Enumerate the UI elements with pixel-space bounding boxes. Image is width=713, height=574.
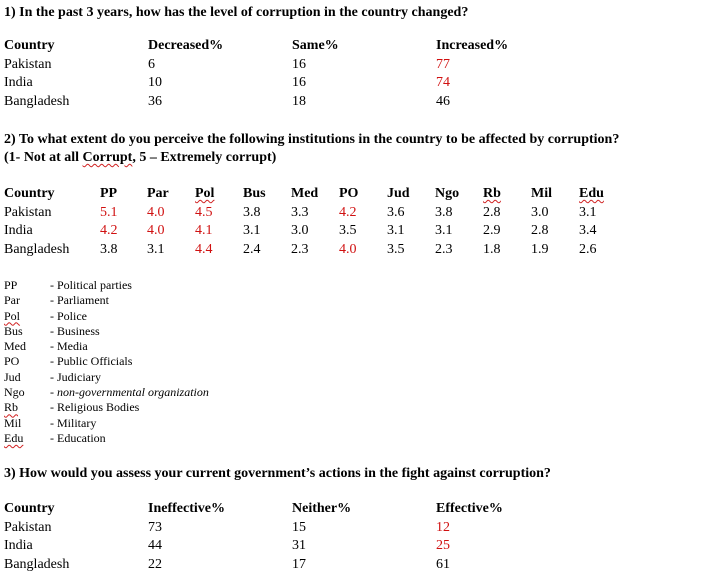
cell-value-highlight: 4.0	[147, 204, 165, 220]
legend-desc: - non-governmental organization	[50, 385, 209, 400]
cell-country: India	[4, 538, 33, 553]
header-country: Country	[4, 186, 55, 201]
cell-value-highlight: 5.1	[100, 204, 118, 220]
header-same: Same%	[292, 38, 339, 53]
cell-value-highlight: 25	[436, 538, 450, 553]
header-pol: Pol	[195, 186, 215, 201]
cell-value: 17	[292, 556, 306, 572]
header-decreased: Decreased%	[148, 38, 224, 53]
legend-abbr: Jud	[4, 369, 21, 384]
legend-desc: - Judiciary	[50, 369, 101, 384]
cell-value: 61	[436, 556, 450, 572]
legend-desc: - Religious Bodies	[50, 400, 140, 415]
legend-abbr: Edu	[4, 430, 24, 445]
legend-desc: - Political parties	[50, 278, 132, 292]
question-2-title: 2) To what extent do you perceive the following institutions in the country to be affected by corruption?	[4, 132, 620, 147]
cell-value: 16	[292, 56, 306, 72]
cell-value: 3.0	[531, 204, 549, 220]
header-mil: Mil	[531, 186, 552, 201]
legend-desc: - Police	[50, 308, 87, 323]
cell-country: Pakistan	[4, 204, 52, 220]
cell-value: 15	[292, 519, 306, 535]
cell-value: 3.5	[387, 241, 405, 257]
cell-country: India	[4, 223, 33, 238]
question-1-title: 1) In the past 3 years, how has the level of corruption in the country changed?	[4, 5, 469, 20]
cell-value: 46	[436, 93, 450, 109]
legend-abbr: Bus	[4, 323, 23, 338]
legend-abbr: Rb	[4, 400, 19, 415]
scale-text-c: , 5 – Extremely corrupt)	[132, 150, 277, 165]
cell-country: Pakistan	[4, 56, 52, 72]
legend-desc: - Military	[50, 415, 97, 430]
question-3-title: 3) How would you assess your current government’s actions in the fight against corruption?	[4, 466, 551, 481]
cell-country: Bangladesh	[4, 93, 70, 109]
scale-text-b: Corrupt	[82, 150, 133, 165]
cell-value-highlight: 4.2	[100, 223, 118, 238]
legend-abbr: Ngo	[4, 385, 25, 400]
cell-country: Bangladesh	[4, 556, 70, 572]
legend-abbr: PO	[4, 354, 20, 369]
header-med: Med	[291, 186, 319, 201]
legend-desc: - Parliament	[50, 293, 109, 308]
header-ngo: Ngo	[435, 186, 460, 201]
cell-value: 3.4	[579, 223, 597, 238]
cell-value-highlight: 4.4	[195, 241, 213, 257]
header-edu: Edu	[579, 186, 604, 201]
cell-value-highlight: 77	[436, 56, 450, 72]
cell-value: 2.9	[483, 223, 501, 238]
cell-value-highlight: 12	[436, 519, 450, 535]
cell-value: 2.8	[531, 223, 549, 238]
cell-value: 2.4	[243, 241, 261, 257]
legend-abbr: Pol	[4, 308, 21, 323]
legend-desc: - Education	[50, 430, 106, 445]
cell-value: 3.1	[435, 223, 453, 238]
header-increased: Increased%	[436, 38, 509, 53]
cell-value-highlight: 4.1	[195, 223, 213, 238]
cell-value: 18	[292, 93, 306, 109]
cell-value: 3.8	[243, 204, 261, 220]
cell-value: 1.9	[531, 241, 549, 257]
legend-abbr: PP	[4, 278, 18, 292]
cell-value: 3.1	[243, 223, 261, 238]
cell-value: 73	[148, 519, 162, 535]
cell-value: 3.3	[291, 204, 309, 220]
header-po: PO	[339, 186, 359, 201]
cell-country: India	[4, 75, 33, 90]
cell-value: 22	[148, 556, 162, 572]
header-bus: Bus	[243, 186, 266, 201]
header-neither: Neither%	[292, 501, 352, 516]
legend-desc: - Public Officials	[50, 354, 133, 369]
cell-value: 3.0	[291, 223, 309, 238]
cell-value: 3.5	[339, 223, 357, 238]
legend-desc: - Media	[50, 339, 88, 354]
header-pp: PP	[100, 186, 118, 201]
question-2-scale	[4, 149, 276, 166]
legend-desc: - Business	[50, 323, 100, 338]
cell-value: 3.8	[435, 204, 453, 220]
cell-value-highlight: 4.5	[195, 204, 213, 220]
cell-value-highlight: 4.0	[339, 241, 357, 257]
cell-value-highlight: 4.2	[339, 204, 357, 220]
cell-value: 3.8	[100, 241, 118, 257]
header-ineffective: Ineffective%	[148, 501, 225, 516]
cell-value: 6	[148, 56, 155, 72]
cell-value: 2.3	[435, 241, 453, 257]
cell-value: 1.8	[483, 241, 501, 257]
cell-value-highlight: 74	[436, 75, 450, 90]
cell-value: 16	[292, 75, 306, 90]
header-rb: Rb	[483, 186, 501, 201]
cell-value: 10	[148, 75, 162, 90]
scale-text-a: (1- Not at all	[4, 150, 83, 165]
header-country: Country	[4, 38, 55, 53]
cell-value: 3.1	[147, 241, 165, 257]
header-country: Country	[4, 501, 55, 516]
header-effective: Effective%	[436, 501, 503, 516]
cell-value: 3.1	[387, 223, 405, 238]
legend-abbr: Mil	[4, 415, 22, 430]
cell-value: 36	[148, 93, 162, 109]
cell-value-highlight: 4.0	[147, 223, 165, 238]
legend-abbr: Med	[4, 339, 26, 354]
legend-abbr: Par	[4, 293, 20, 308]
cell-country: Pakistan	[4, 519, 52, 535]
header-par: Par	[147, 186, 169, 201]
header-jud: Jud	[387, 186, 410, 201]
cell-country: Bangladesh	[4, 241, 70, 257]
cell-value: 2.8	[483, 204, 501, 220]
cell-value: 2.6	[579, 241, 597, 257]
cell-value: 3.1	[579, 204, 597, 220]
cell-value: 44	[148, 538, 162, 553]
cell-value: 31	[292, 538, 306, 553]
cell-value: 3.6	[387, 204, 405, 220]
cell-value: 2.3	[291, 241, 309, 257]
